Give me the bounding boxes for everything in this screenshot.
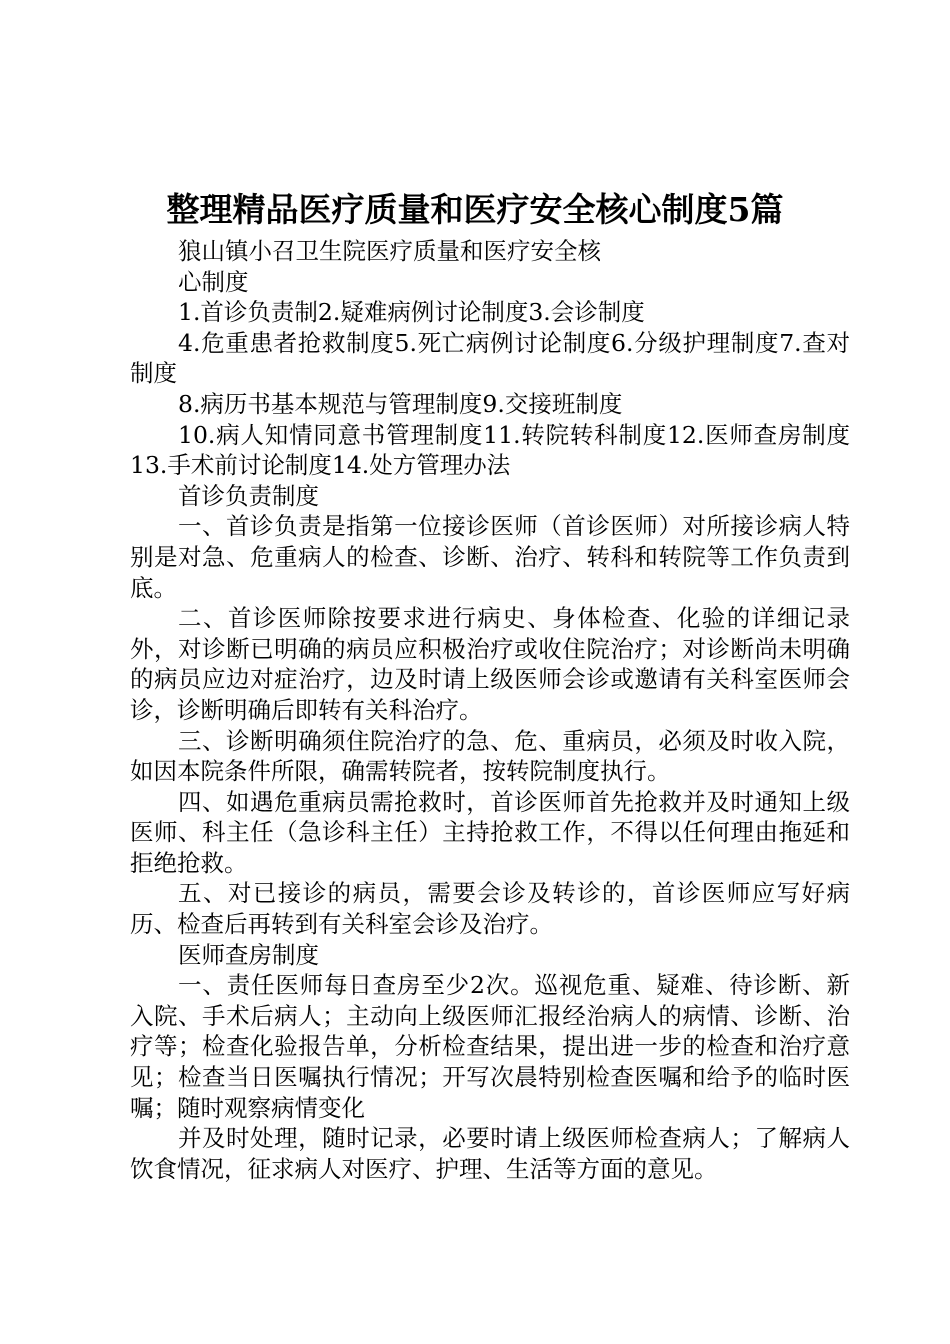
paragraph: 8.病历书基本规范与管理制度9.交接班制度 <box>178 389 623 418</box>
paragraph: 三、诊断明确须住院治疗的急、危、重病员，必须及时收入院，如因本院条件所限，确需转院者，按转院制度执行。 <box>130 726 850 786</box>
section-heading: 首诊负责制度 <box>178 481 319 510</box>
document-body <box>130 236 850 1184</box>
paragraph: 心制度 <box>178 267 249 296</box>
paragraph: 一、责任医师每日查房至少2次。巡视危重、疑难、待诊断、新入院、手术后病人；主动向上级医师汇报经治病人的病情、诊断、治疗等；检查化验报告单，分析检查结果，提出进一步的检查和治疗意见；检查当日医嘱执行情况；开写次晨特别检查医嘱和给予的临时医嘱；随时观察病情变化 <box>130 971 850 1122</box>
paragraph: 1.首诊负责制2.疑难病例讨论制度3.会诊制度 <box>178 298 645 327</box>
paragraph: 并及时处理，随时记录，必要时请上级医师检查病人；了解病人饮食情况，征求病人对医疗、护理、生活等方面的意见。 <box>130 1124 850 1183</box>
paragraph: 10.病人知情同意书管理制度11.转院转科制度12.医师查房制度13.手术前讨论制度14.处方管理办法 <box>130 420 850 480</box>
paragraph: 二、首诊医师除按要求进行病史、身体检查、化验的详细记录外，对诊断已明确的病员应积极治疗或收住院治疗；对诊断尚未明确的病员应边对症治疗，边及时请上级医师会诊或邀请有关科室医师会诊，诊断明确后即转有关科治疗。 <box>130 604 850 724</box>
paragraph: 4.危重患者抢救制度5.死亡病例讨论制度6.分级护理制度7.查对制度 <box>130 328 850 388</box>
document-title: 整理精品医疗质量和医疗安全核心制度5篇 <box>166 190 784 229</box>
paragraph: 狼山镇小召卫生院医疗质量和医疗安全核 <box>178 237 601 265</box>
section-heading: 医师查房制度 <box>178 940 319 969</box>
paragraph: 一、首诊负责是指第一位接诊医师（首诊医师）对所接诊病人特别是对急、危重病人的检查、诊断、治疗、转科和转院等工作负责到底。 <box>130 512 850 602</box>
paragraph: 四、如遇危重病员需抢救时，首诊医师首先抢救并及时通知上级医师、科主任（急诊科主任）主持抢救工作，不得以任何理由拖延和拒绝抢救。 <box>130 787 850 877</box>
paragraph: 五、对已接诊的病员，需要会诊及转诊的，首诊医师应写好病历、检查后再转到有关科室会诊及治疗。 <box>130 879 850 939</box>
